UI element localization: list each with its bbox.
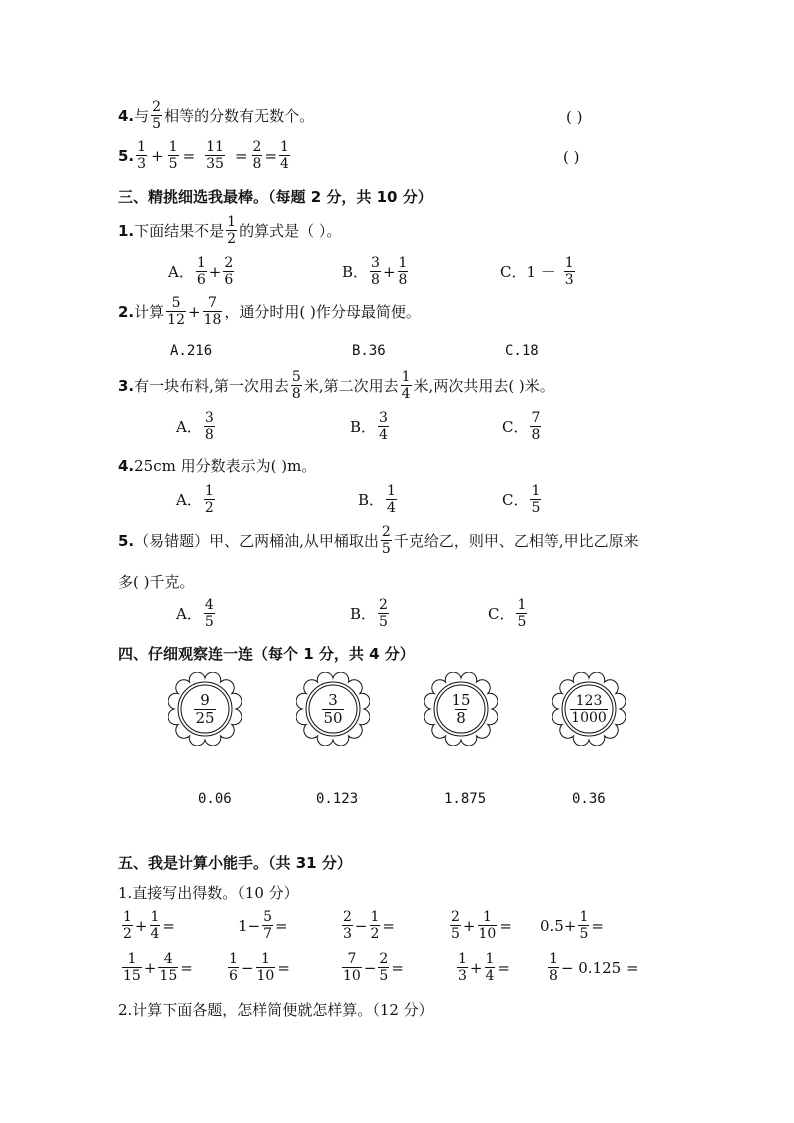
- flower-card-2[interactable]: [296, 672, 370, 746]
- decimal-target-3[interactable]: 1.875: [444, 791, 487, 807]
- question-text-post: ，通分时用( )作分母最简便。: [224, 303, 421, 321]
- question-text-post: 千克给乙，则甲、乙相等,甲比乙原来: [393, 532, 639, 550]
- mc-question-1: [118, 215, 341, 246]
- question-text-pre: 与: [134, 107, 150, 125]
- option-c[interactable]: [488, 598, 529, 629]
- answer-parentheses[interactable]: ( ): [566, 108, 583, 126]
- option-b[interactable]: B.36: [352, 343, 386, 359]
- option-label: A．: [176, 418, 202, 436]
- flower-card-1[interactable]: [168, 672, 242, 746]
- fraction: $\frac{5}{8}$: [291, 369, 301, 402]
- fraction: $\frac{1}{4}$: [280, 139, 289, 172]
- option-a[interactable]: [168, 256, 236, 287]
- mc-question-5: [118, 525, 639, 556]
- calc-item: $\frac{2}{3}$ − $\frac{1}{2}$ =: [343, 909, 395, 942]
- section-4-title: 四、仔细观察连一连（每个 1 分，共 4 分）: [118, 645, 415, 663]
- question-text-pre: 下面结果不是: [134, 222, 225, 240]
- question-number: 5.: [118, 146, 135, 165]
- option-label: C．: [502, 418, 529, 436]
- calc-question-2: 2.计算下面各题，怎样简便就怎样算。（12 分）: [118, 1001, 434, 1019]
- question-text-line2: 多( )千克。: [118, 573, 195, 591]
- option-label: C．: [488, 605, 515, 623]
- option-label: C．1 －: [500, 263, 556, 281]
- operator: +: [151, 146, 164, 165]
- operator: =: [264, 146, 278, 165]
- question-number: 4.: [118, 456, 135, 475]
- fraction: $\frac{123}{1000}$: [571, 692, 607, 726]
- fraction: $\frac{2}{8}$: [252, 139, 262, 172]
- tf-question-4: [118, 100, 314, 131]
- question-number: 2.: [118, 302, 135, 321]
- fraction: $\frac{1}{5}$: [531, 483, 541, 516]
- option-a[interactable]: A.216: [170, 343, 213, 359]
- option-c[interactable]: [502, 484, 543, 515]
- fraction: $\frac{2}{6}$: [224, 255, 234, 288]
- question-number: 1.: [118, 221, 135, 240]
- fraction: $\frac{7}{8}$: [531, 410, 541, 443]
- option-label: B．: [350, 605, 377, 623]
- fraction: $\frac{3}{8}$: [204, 410, 214, 443]
- fraction: $\frac{1}{4}$: [387, 483, 396, 516]
- fraction: $\frac{1}{2}$: [204, 483, 214, 516]
- option-a[interactable]: [176, 484, 217, 515]
- calc-item: $\frac{1}{15}$ + $\frac{4}{15}$ =: [123, 951, 193, 984]
- question-text-pre: 有一块布料,第一次用去: [134, 377, 289, 395]
- question-text: 25cm 用分数表示为( )m。: [134, 457, 317, 475]
- question-text-pre: （易错题）甲、乙两桶油,从甲桶取出: [134, 532, 379, 550]
- fraction: $\frac{9}{25}$: [195, 690, 215, 727]
- fraction: $\frac{3}{50}$: [323, 690, 343, 727]
- operator: =: [182, 146, 196, 165]
- fraction: $\frac{1}{8}$: [398, 255, 408, 288]
- option-label: C．: [502, 491, 529, 509]
- calc-item: 0.5+ $\frac{1}{5}$ =: [540, 909, 604, 942]
- calc-item: $\frac{2}{5}$ + $\frac{1}{10}$ =: [451, 909, 512, 942]
- question-number: 3.: [118, 376, 135, 395]
- fraction: $\frac{1}{6}$: [196, 255, 206, 288]
- calc-item: $\frac{1}{2}$ + $\frac{1}{4}$ =: [123, 909, 175, 942]
- option-label: A．: [168, 263, 194, 281]
- fraction: $\frac{1}{4}$: [401, 369, 411, 402]
- fraction: $\frac{3}{8}$: [371, 255, 380, 288]
- question-text-post: 米,两次共用去( )米。: [413, 377, 555, 395]
- decimal-target-4[interactable]: 0.36: [572, 791, 606, 807]
- fraction: $\frac{1}{2}$: [227, 214, 237, 247]
- decimal-target-1[interactable]: 0.06: [198, 791, 232, 807]
- option-b[interactable]: [350, 411, 391, 442]
- operator: =: [234, 146, 248, 165]
- flower-card-4[interactable]: [552, 672, 626, 746]
- fraction: $\frac{1}{5}$: [517, 597, 527, 630]
- option-a[interactable]: [176, 598, 217, 629]
- answer-parentheses[interactable]: ( ): [563, 148, 580, 166]
- option-c[interactable]: [502, 411, 543, 442]
- mc-question-4: [118, 455, 316, 476]
- calc-question-1: 1.直接写出得数。（10 分）: [118, 884, 299, 902]
- option-b[interactable]: [342, 256, 410, 287]
- option-c[interactable]: C.18: [505, 343, 539, 359]
- question-number: 5.: [118, 531, 135, 550]
- fraction: $\frac{1}{3}$: [137, 139, 147, 172]
- fraction: $\frac{2}{5}$: [381, 524, 391, 557]
- fraction: $\frac{7}{18}$: [203, 295, 222, 328]
- decimal-target-2[interactable]: 0.123: [316, 791, 359, 807]
- calc-item: $\frac{1}{6}$ − $\frac{1}{10}$ =: [229, 951, 290, 984]
- flower-card-3[interactable]: [424, 672, 498, 746]
- section-3-title: 三、精挑细选我最棒。（每题 2 分，共 10 分）: [118, 188, 433, 206]
- operator: +: [187, 302, 201, 321]
- fraction: $\frac{1}{5}$: [168, 139, 178, 172]
- fraction: $\frac{2}{5}$: [152, 99, 162, 132]
- fraction: $\frac{2}{5}$: [379, 597, 388, 630]
- option-label: B．: [350, 418, 377, 436]
- calc-item: $\frac{7}{10}$ − $\frac{2}{5}$ =: [343, 951, 404, 984]
- calc-item: 1− $\frac{5}{7}$ =: [238, 909, 288, 942]
- calc-item: $\frac{1}{8}$ − 0.125 =: [549, 951, 639, 984]
- mc-question-2: [118, 296, 421, 327]
- option-label: B．: [358, 491, 385, 509]
- operator: +: [382, 262, 396, 281]
- option-label: A．: [176, 605, 202, 623]
- question-text-mid: 米,第二次用去: [303, 377, 399, 395]
- fraction: $\frac{4}{5}$: [204, 597, 214, 630]
- question-text-post: 的算式是（ ）。: [239, 222, 342, 240]
- fraction: $\frac{1}{3}$: [564, 255, 574, 288]
- fraction: $\frac{11}{35}$: [206, 139, 224, 172]
- option-label: B．: [342, 263, 369, 281]
- calc-item: $\frac{1}{3}$ + $\frac{1}{4}$ =: [458, 951, 510, 984]
- question-text-pre: 计算: [134, 303, 165, 321]
- fraction: $\frac{3}{4}$: [379, 410, 388, 443]
- operator: +: [208, 262, 222, 281]
- tf-question-5: [118, 140, 292, 171]
- mc-question-3: [118, 370, 555, 401]
- fraction: $\frac{5}{12}$: [167, 295, 185, 328]
- option-b[interactable]: [358, 484, 399, 515]
- question-text-post: 相等的分数有无数个。: [164, 107, 315, 125]
- option-c[interactable]: [500, 256, 577, 287]
- question-number: 4.: [118, 106, 135, 125]
- fraction: $\frac{15}{8}$: [451, 690, 471, 727]
- section-5-title: 五、我是计算小能手。（共 31 分）: [118, 854, 352, 872]
- option-a[interactable]: [176, 411, 217, 442]
- option-label: A．: [176, 491, 202, 509]
- option-b[interactable]: [350, 598, 391, 629]
